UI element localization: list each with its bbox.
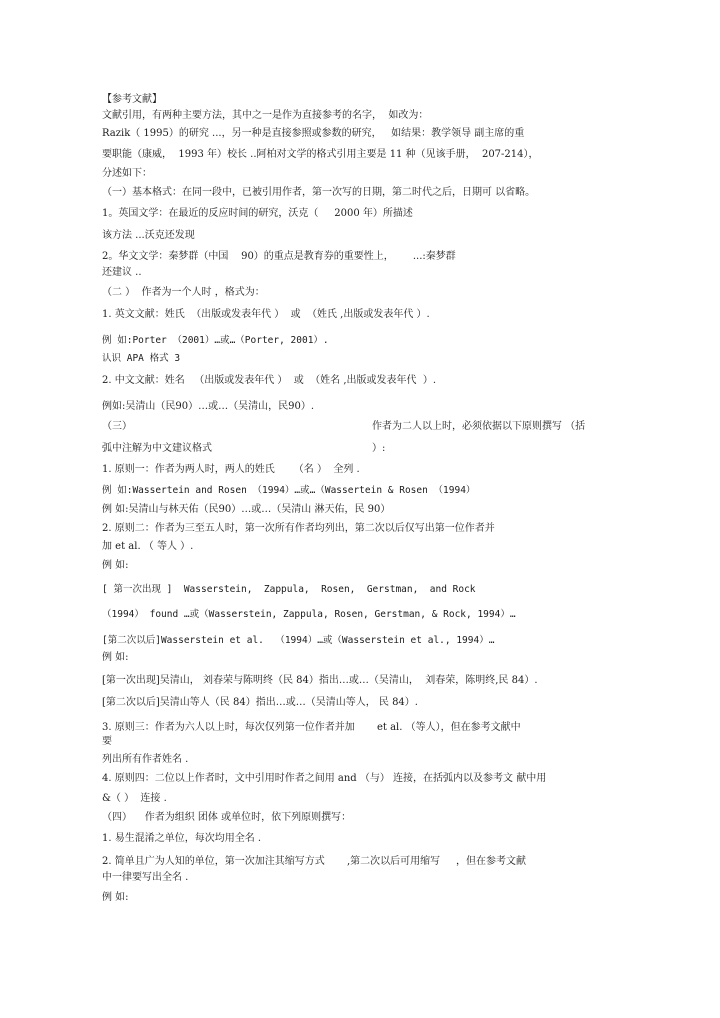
text-line: [第二次以后]Wasserstein et al. （1994）…或（Wasserstein et al., 1994）… <box>102 635 495 646</box>
text-line: &（ ） 连接 . <box>102 793 167 804</box>
text-line: （四） 作者为组织 团体 或单位时，依下列原则撰写： <box>102 812 352 823</box>
text-line: ）: <box>372 443 386 454</box>
text-line: （一）基本格式：在同一段中，已被引用作者，第一次写的日期，第二时代之后，日期可 以省略。 <box>102 187 536 198</box>
text-line: 加 et al. （ 等人 ）. <box>102 541 194 552</box>
text-line: 认识 APA 格式 3 <box>102 353 181 364</box>
text-line: 列出所有作者姓名 . <box>102 754 189 765</box>
text-line: （1994） found …或（Wasserstein, Zappula, Rosen, Gerstman, & Rock, 1994）… <box>102 609 516 620</box>
text-line: [ 第一次出现 ] Wasserstein, Zappula, Rosen, Gerstman, and Rock <box>102 584 476 595</box>
text-line: 例如:吴清山（民90）…或…（吴清山，民90）. <box>102 401 314 412</box>
text-line: 还建议 .. <box>102 267 142 278</box>
text-line: 中一律要写出全名 . <box>102 872 189 883</box>
text-line: （二 ） 作者为一个人时 ，格式为： <box>102 287 265 298</box>
text-line: （三） <box>102 421 132 432</box>
text-line: 文献引用，有两种主要方法，其中之一是作为直接参考的名字， 如改为： <box>102 110 429 121</box>
text-line: 该方法 ...沃克还发现 <box>102 230 195 241</box>
text-line: [第二次以后]吴清山等人（民 84）指出…或…（吴清山等人， 民 84）. <box>102 697 418 708</box>
text-line: 例 如: <box>102 892 129 903</box>
text-line: 2. 中文文献：姓名 （出版或发表年代 ） 或 （姓名 ,出版或发表年代 ）. <box>102 375 437 386</box>
text-line: 要 <box>102 736 112 747</box>
text-line: Razik（ 1995）的研究 ...，另一种是直接参照或参数的研究， 如结果：教学领导 副主席的重 <box>102 128 525 139</box>
text-line: 例 如: <box>102 652 129 663</box>
text-line: 例 如:Wassertein and Rosen （1994）…或…（Wassertein & Rosen （1994） <box>102 485 476 496</box>
text-line: 2。华文文学：秦梦群（中国 90）的重点是教育券的重要性上， ...:秦梦群 <box>102 251 456 262</box>
text-line: 例 如:吴清山与林天佑（民90）…或…（吴清山 淋天佑，民 90） <box>102 504 391 515</box>
text-line: 2. 原则二：作者为三至五人时，第一次所有作者均列出，第二次以后仅写出第一位作者并 <box>102 523 495 534</box>
text-line: 例 如:Porter （2001）…或…（Porter, 2001）. <box>102 335 329 346</box>
section-heading: 【参考文献】 <box>102 94 162 105</box>
text-line: 1. 原则一：作者为两人时，两人的姓氏 （名 ） 全列 . <box>102 464 360 475</box>
text-line: 1。英国文学：在最近的反应时间的研究，沃克（ 2000 年）所描述 <box>102 208 413 219</box>
text-line: 弧中注解为中文建议格式 <box>102 443 212 454</box>
text-line: 4. 原则四：二位以上作者时，文中引用时作者之间用 and （与） 连接，在括弧内以及参考文 献中用 <box>102 773 547 784</box>
text-line: 例 如: <box>102 560 129 571</box>
text-line: 要职能（康威， 1993 年）校长 ..阿柏对文学的格式引用主要是 11 种（见该手册， 207-214）， <box>102 149 539 160</box>
text-line: [第一次出现]吴清山， 刘春荣与陈明终（民 84）指出…或…（吴清山， 刘春荣，陈明终,民 84）. <box>102 675 538 686</box>
text-line: 分述如下： <box>102 168 152 179</box>
text-line: 3. 原则三：作者为六人以上时，每次仅列第一位作者并加 et al. （等人），但在参考文献中 <box>102 722 521 733</box>
text-line: 2. 简单且广为人知的单位，第一次加注其缩写方式 ,第二次以后可用缩写 ，但在参考文献 <box>102 856 527 867</box>
text-line: 1. 易生混淆之单位，每次均用全名 . <box>102 833 262 844</box>
text-line: 1. 英文文献：姓氏 （出版或发表年代 ） 或 （姓氏 ,出版或发表年代 ）. <box>102 309 430 320</box>
text-line: 作者为二人以上时，必须依据以下原则撰写 （括 <box>372 421 586 432</box>
